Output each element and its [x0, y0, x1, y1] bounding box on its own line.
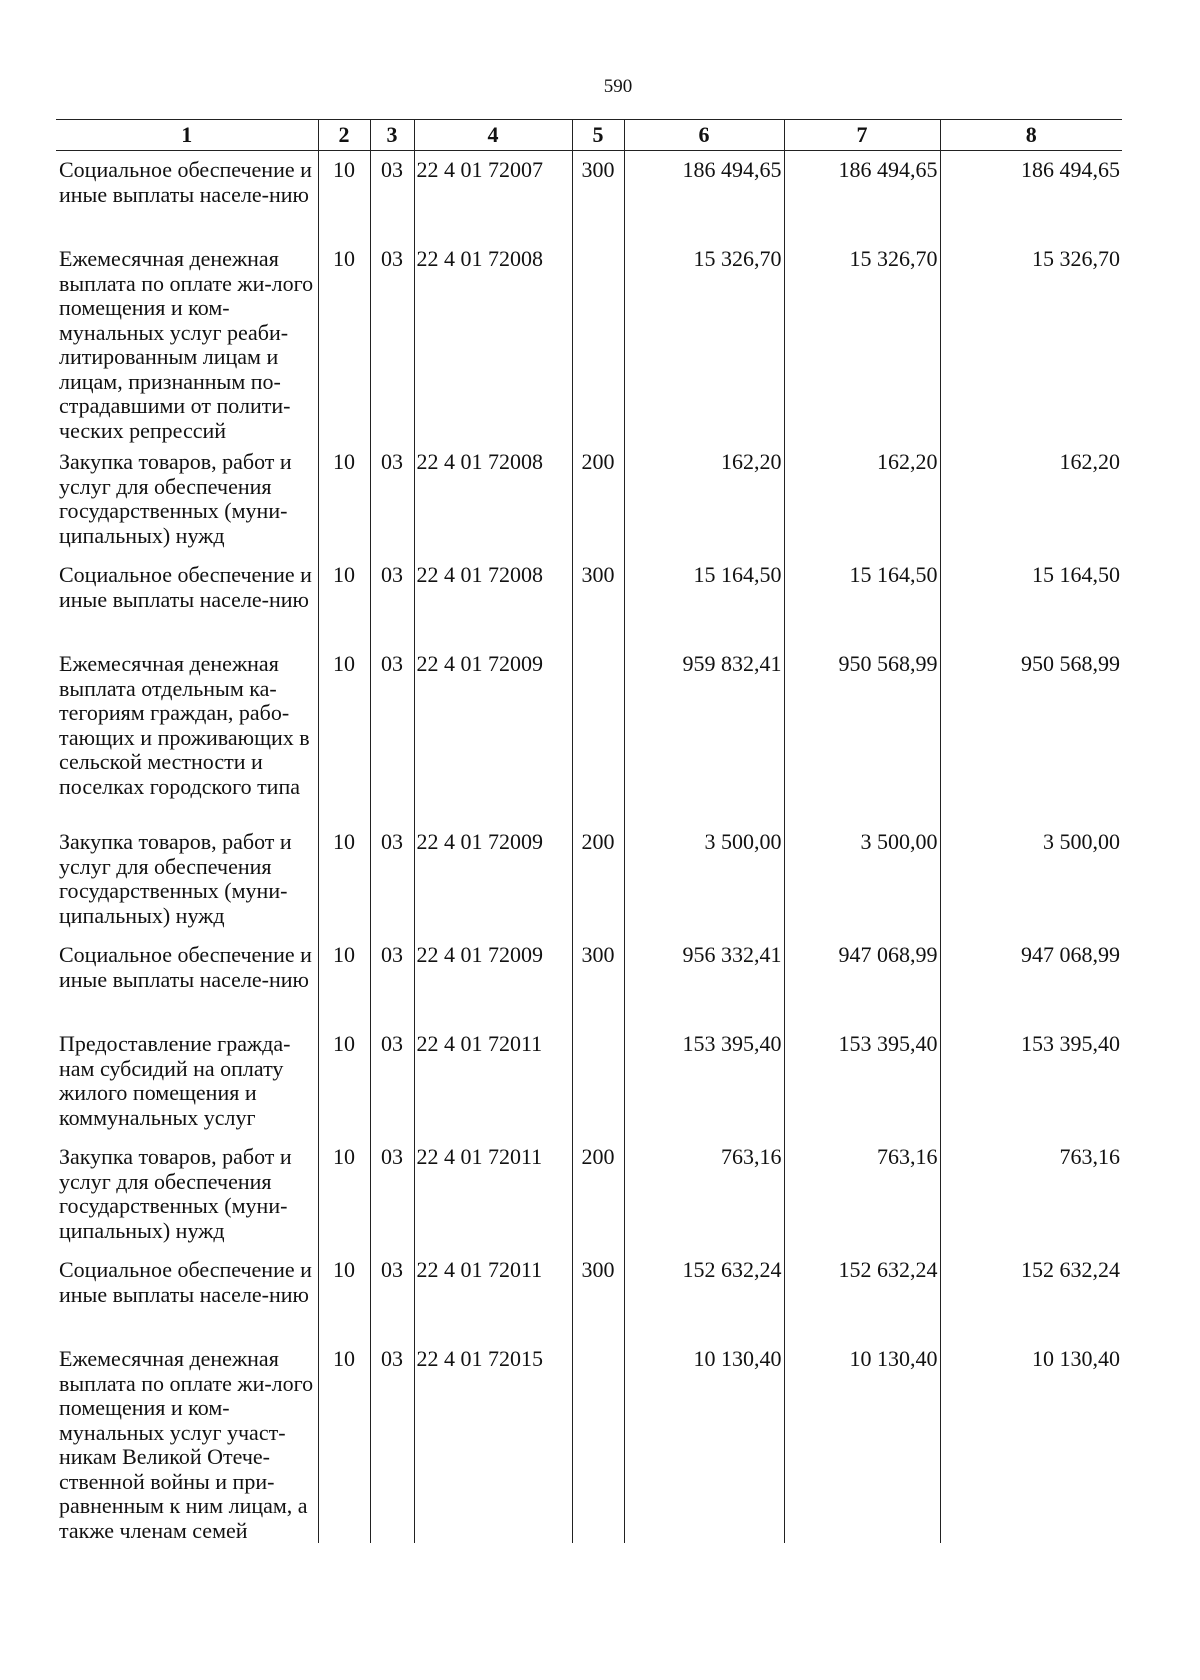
row-amount-8: 152 632,24 — [940, 1251, 1122, 1340]
row-expense-type — [572, 1025, 624, 1138]
table-row — [56, 240, 1122, 443]
table-row — [56, 645, 1122, 823]
row-amount-8: 763,16 — [940, 1138, 1122, 1251]
row-section: 10 — [318, 1340, 370, 1543]
row-amount-6: 186 494,65 — [624, 151, 784, 241]
row-name: Ежемесячная денежная выплата по оплате жи-лого помещения и ком-мунальных услуг участ-никам Великой Отече-ственной войны и при-равненным к ним лицам, а также членам семей — [59, 1346, 314, 1543]
row-target-code: 22 4 01 72008 — [414, 556, 572, 645]
row-section: 10 — [318, 240, 370, 443]
row-amount-8: 3 500,00 — [940, 823, 1122, 936]
row-amount-7: 162,20 — [784, 443, 940, 556]
row-name: Ежемесячная денежная выплата отдельным ка-тегориям граждан, рабо-тающих и проживающих в сельской местности и поселках городского типа — [59, 651, 310, 799]
row-amount-8: 162,20 — [940, 443, 1122, 556]
row-amount-7: 153 395,40 — [784, 1025, 940, 1138]
column-header-8: 8 — [940, 120, 1122, 151]
column-header-2: 2 — [318, 120, 370, 151]
row-amount-8: 947 068,99 — [940, 936, 1122, 1025]
row-target-code: 22 4 01 72007 — [414, 151, 572, 241]
row-amount-7: 152 632,24 — [784, 1251, 940, 1340]
row-subsection: 03 — [370, 1340, 414, 1543]
table-row — [56, 1025, 1122, 1138]
row-subsection: 03 — [370, 1138, 414, 1251]
table-row — [56, 1138, 1122, 1251]
row-amount-6: 956 332,41 — [624, 936, 784, 1025]
row-subsection: 03 — [370, 1251, 414, 1340]
table-row — [56, 151, 1122, 241]
row-amount-7: 15 326,70 — [784, 240, 940, 443]
row-amount-8: 950 568,99 — [940, 645, 1122, 823]
row-amount-6: 15 326,70 — [624, 240, 784, 443]
row-subsection: 03 — [370, 645, 414, 823]
row-amount-6: 152 632,24 — [624, 1251, 784, 1340]
table-row — [56, 443, 1122, 556]
row-expense-type: 300 — [572, 556, 624, 645]
row-target-code: 22 4 01 72008 — [414, 443, 572, 556]
row-name: Закупка товаров, работ и услуг для обеспечения государственных (муни-ципальных) нужд — [59, 1144, 292, 1243]
row-target-code: 22 4 01 72011 — [414, 1138, 572, 1251]
row-expense-type: 200 — [572, 1138, 624, 1251]
row-name: Социальное обеспечение и иные выплаты населе-нию — [59, 1257, 312, 1307]
row-name: Закупка товаров, работ и услуг для обеспечения государственных (муни-ципальных) нужд — [59, 829, 292, 928]
row-subsection: 03 — [370, 1025, 414, 1138]
row-expense-type — [572, 1340, 624, 1543]
row-amount-7: 3 500,00 — [784, 823, 940, 936]
column-header-3: 3 — [370, 120, 414, 151]
row-target-code: 22 4 01 72009 — [414, 823, 572, 936]
row-subsection: 03 — [370, 823, 414, 936]
row-amount-7: 15 164,50 — [784, 556, 940, 645]
column-header-4: 4 — [414, 120, 572, 151]
row-expense-type — [572, 645, 624, 823]
row-section: 10 — [318, 823, 370, 936]
row-subsection: 03 — [370, 240, 414, 443]
row-name: Предоставление гражда-нам субсидий на оплату жилого помещения и коммунальных услуг — [59, 1031, 291, 1130]
row-amount-7: 10 130,40 — [784, 1340, 940, 1543]
column-header-6: 6 — [624, 120, 784, 151]
row-name: Социальное обеспечение и иные выплаты населе-нию — [59, 942, 312, 992]
column-header-7: 7 — [784, 120, 940, 151]
row-amount-8: 186 494,65 — [940, 151, 1122, 241]
row-amount-7: 950 568,99 — [784, 645, 940, 823]
row-target-code: 22 4 01 72009 — [414, 936, 572, 1025]
row-name: Закупка товаров, работ и услуг для обеспечения государственных (муни-ципальных) нужд — [59, 449, 292, 548]
row-amount-6: 153 395,40 — [624, 1025, 784, 1138]
row-amount-8: 153 395,40 — [940, 1025, 1122, 1138]
column-header-1: 1 — [56, 120, 318, 151]
row-target-code: 22 4 01 72015 — [414, 1340, 572, 1543]
row-expense-type: 200 — [572, 443, 624, 556]
row-amount-6: 162,20 — [624, 443, 784, 556]
row-target-code: 22 4 01 72009 — [414, 645, 572, 823]
row-amount-8: 15 326,70 — [940, 240, 1122, 443]
row-amount-7: 763,16 — [784, 1138, 940, 1251]
row-expense-type: 300 — [572, 936, 624, 1025]
table-row — [56, 556, 1122, 645]
column-header-5: 5 — [572, 120, 624, 151]
table-row — [56, 1340, 1122, 1543]
row-name: Социальное обеспечение и иные выплаты населе-нию — [59, 157, 312, 207]
row-amount-7: 947 068,99 — [784, 936, 940, 1025]
row-amount-7: 186 494,65 — [784, 151, 940, 241]
row-expense-type: 200 — [572, 823, 624, 936]
table-row — [56, 1251, 1122, 1340]
row-amount-6: 3 500,00 — [624, 823, 784, 936]
row-amount-6: 959 832,41 — [624, 645, 784, 823]
row-amount-8: 15 164,50 — [940, 556, 1122, 645]
page-number: 590 — [603, 76, 633, 97]
row-name: Ежемесячная денежная выплата по оплате жи-лого помещения и ком-мунальных услуг реаби-литированным лицам и лицам, признанным по-страдавшими от полити-ческих репрессий — [59, 246, 314, 443]
row-amount-6: 10 130,40 — [624, 1340, 784, 1543]
row-section: 10 — [318, 1251, 370, 1340]
row-expense-type: 300 — [572, 1251, 624, 1340]
row-subsection: 03 — [370, 936, 414, 1025]
table-row — [56, 936, 1122, 1025]
row-section: 10 — [318, 1025, 370, 1138]
row-expense-type — [572, 240, 624, 443]
row-subsection: 03 — [370, 151, 414, 241]
row-target-code: 22 4 01 72011 — [414, 1251, 572, 1340]
row-amount-6: 763,16 — [624, 1138, 784, 1251]
table-header-row — [56, 120, 1122, 151]
table-row — [56, 823, 1122, 936]
row-target-code: 22 4 01 72011 — [414, 1025, 572, 1138]
row-section: 10 — [318, 556, 370, 645]
row-section: 10 — [318, 936, 370, 1025]
row-expense-type: 300 — [572, 151, 624, 241]
row-section: 10 — [318, 645, 370, 823]
row-section: 10 — [318, 151, 370, 241]
budget-table — [56, 119, 1122, 1543]
row-subsection: 03 — [370, 443, 414, 556]
row-name: Социальное обеспечение и иные выплаты населе-нию — [59, 562, 312, 612]
row-subsection: 03 — [370, 556, 414, 645]
row-section: 10 — [318, 443, 370, 556]
row-target-code: 22 4 01 72008 — [414, 240, 572, 443]
row-section: 10 — [318, 1138, 370, 1251]
row-amount-6: 15 164,50 — [624, 556, 784, 645]
row-amount-8: 10 130,40 — [940, 1340, 1122, 1543]
